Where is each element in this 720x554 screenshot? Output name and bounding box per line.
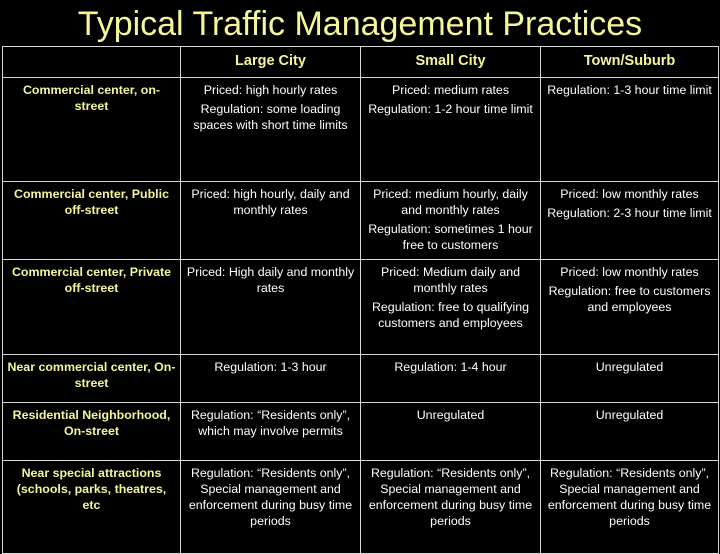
cell-text: Regulation: “Residents only”, Special management and enforcement during busy time periods [547,466,712,528]
cell-text: Priced: high hourly rates [203,83,338,97]
table-row [3,182,719,260]
cell-large-city [181,403,361,461]
header-town-suburb: Town/Suburb [541,47,719,78]
table-row [3,78,719,182]
cell-text: Priced: high hourly, daily and monthly rates [191,187,350,217]
cell-text: Regulation: 1-3 hour time limit [547,83,712,97]
cell-text: Regulation: free to customers and employees [548,284,711,314]
cell-text: Priced: low monthly rates [560,187,699,201]
cell-large-city [181,78,361,182]
cell-text: Regulation: “Residents only”, which may involve permits [190,408,351,438]
cell-text: Unregulated [416,408,485,422]
table-row [3,403,719,461]
cell-text: Unregulated [595,360,664,374]
cell-text: Regulation: 1-3 hour [214,360,327,374]
table-header-row [3,47,719,78]
traffic-practices-table [2,46,719,554]
cell-town-suburb [541,355,719,403]
cell-large-city [181,355,361,403]
cell-town-suburb [541,182,719,260]
cell-text: Regulation: sometimes 1 hour free to customers [368,222,533,252]
cell-large-city [181,260,361,355]
cell-text: Priced: High daily and monthly rates [186,265,355,295]
table-row [3,260,719,355]
row-label: Near commercial center, On-street [3,355,181,403]
cell-small-city [361,182,541,260]
row-label: Commercial center, Public off-street [3,182,181,260]
cell-text: Unregulated [595,408,664,422]
cell-large-city [181,182,361,260]
cell-text: Regulation: 2-3 hour time limit [547,206,712,220]
cell-text: Priced: medium rates [391,83,510,97]
cell-town-suburb [541,403,719,461]
slide-title: Typical Traffic Management Practices [77,5,643,43]
table-row [3,355,719,403]
cell-text: Regulation: free to qualifying customers and employees [371,300,530,330]
row-label: Residential Neighborhood, On-street [3,403,181,461]
header-small-city: Small City [361,47,541,78]
cell-text: Regulation: “Residents only”, Special management and enforcement during busy time periods [188,466,353,528]
cell-text: Priced: low monthly rates [560,265,699,279]
cell-small-city [361,355,541,403]
row-label: Commercial center, Private off-street [3,260,181,355]
cell-text: Regulation: 1-2 hour time limit [368,102,533,116]
cell-town-suburb [541,260,719,355]
cell-town-suburb [541,78,719,182]
cell-text: Priced: Medium daily and monthly rates [380,265,521,295]
header-corner [3,47,181,78]
cell-text: Regulation: some loading spaces with short time limits [193,102,348,132]
cell-small-city [361,78,541,182]
cell-text: Regulation: 1-4 hour [394,360,507,374]
cell-small-city [361,403,541,461]
cell-text: Regulation: “Residents only”, Special management and enforcement during busy time periods [368,466,533,528]
row-label: Commercial center, on-street [3,78,181,182]
cell-small-city [361,260,541,355]
row-label: Near special attractions (schools, parks, theatres, etc [3,461,181,554]
cell-text: Priced: medium hourly, daily and monthly rates [373,187,528,217]
header-large-city: Large City [181,47,361,78]
